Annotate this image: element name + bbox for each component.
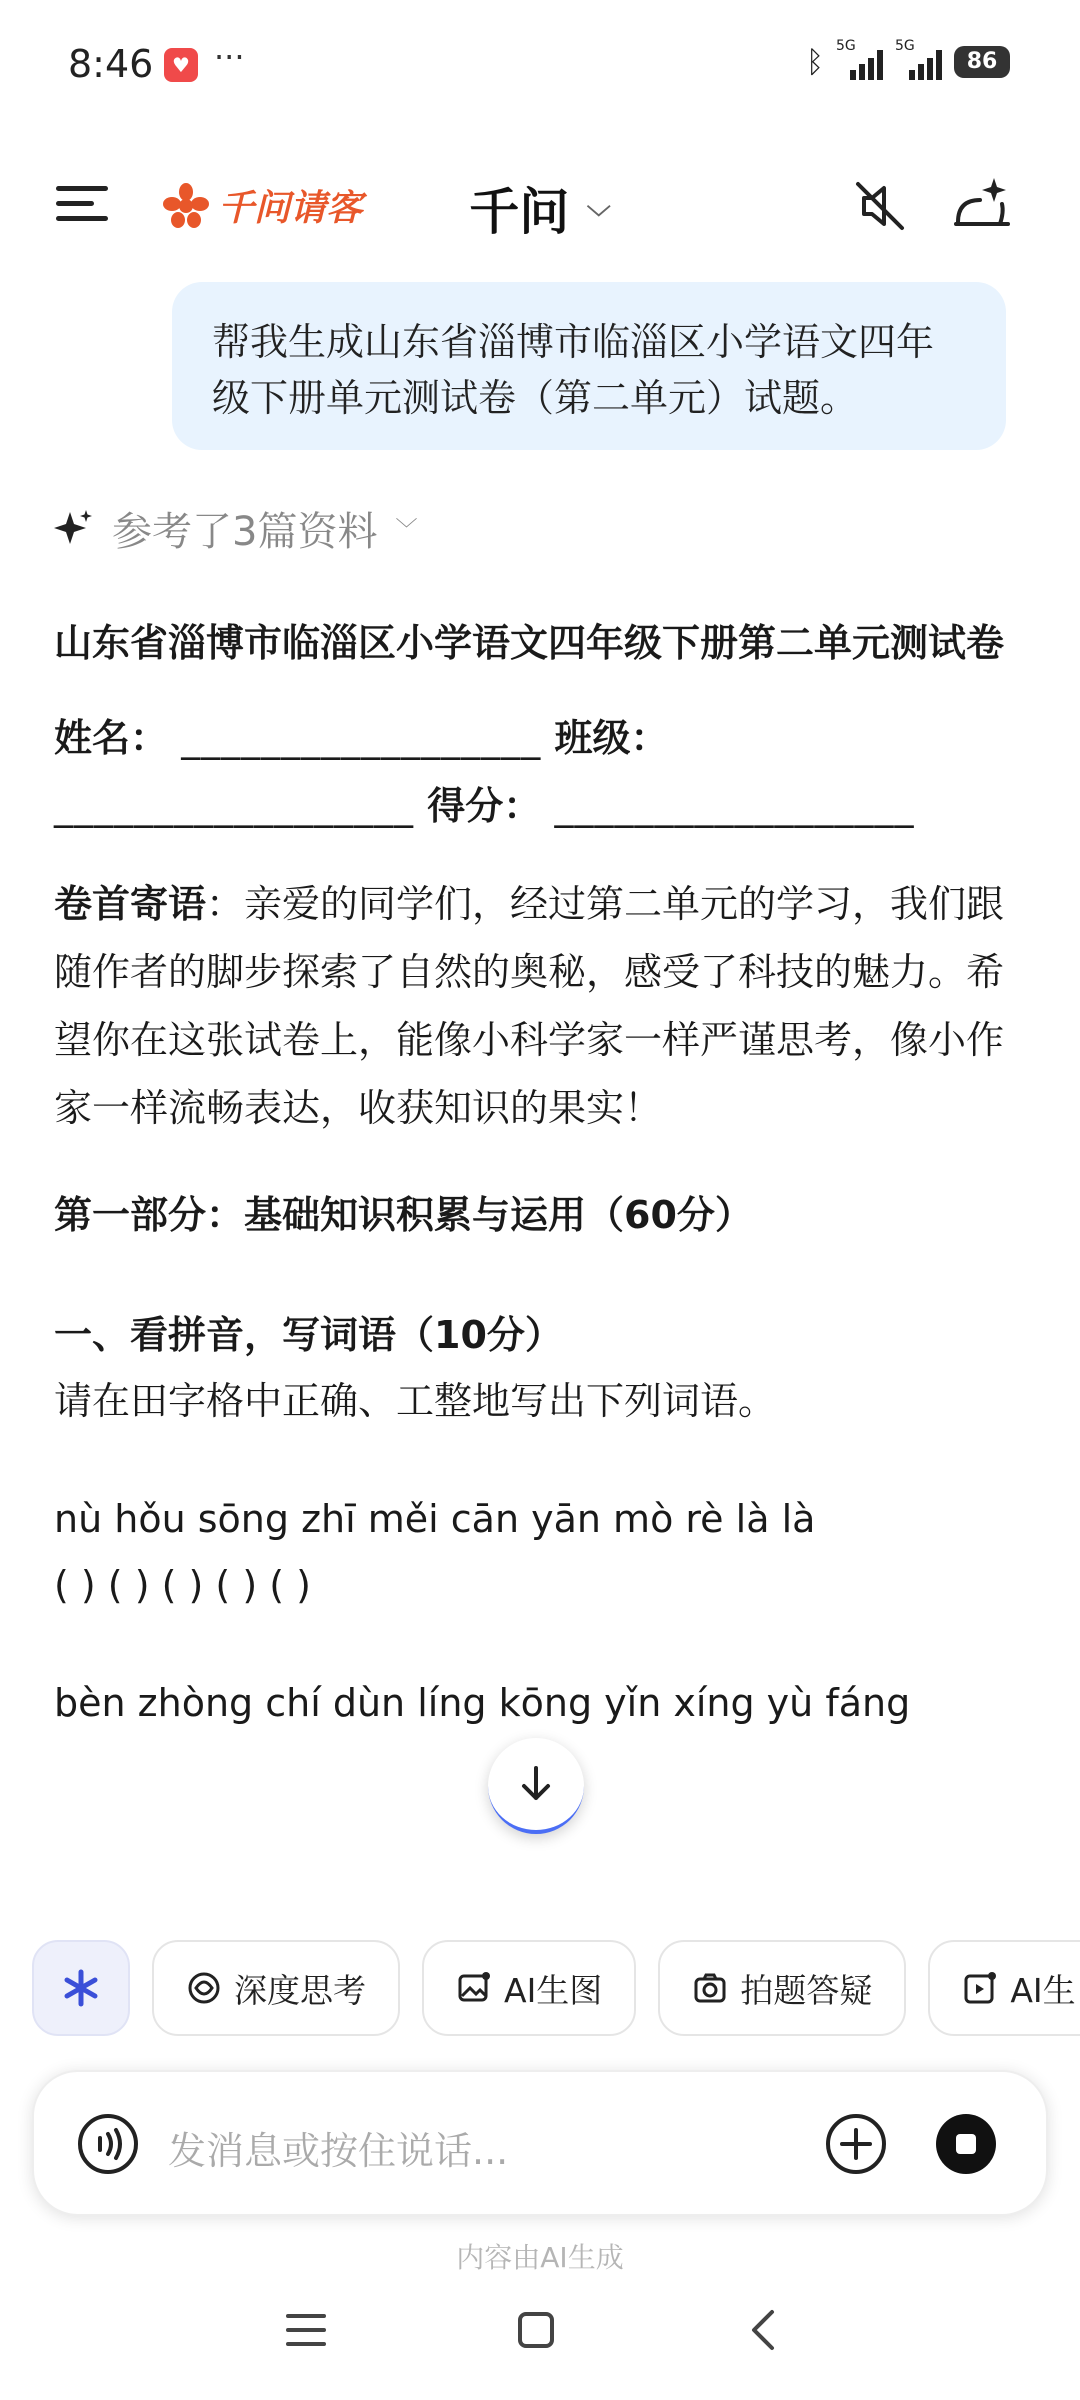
class-label: 班级：: [554, 716, 669, 760]
speaker-mute-icon[interactable]: [850, 176, 910, 236]
camera-icon: [692, 1970, 728, 2006]
scroll-to-bottom-button[interactable]: [488, 1738, 584, 1834]
deep-think-button[interactable]: [152, 1940, 400, 2036]
chip-label: AI生图: [504, 1970, 603, 2010]
chevron-down-icon: ﹀: [395, 518, 418, 543]
user-message-bubble: 帮我生成山东省淄博市临淄区小学语文四年级下册单元测试卷（第二单元）试题。: [172, 282, 1006, 450]
signal-label: 5G: [836, 38, 856, 54]
sparkle-icon: [52, 508, 94, 550]
chip-label: 拍题答疑: [740, 1970, 873, 2010]
signal-label: 5G: [895, 38, 915, 54]
question1-title: 一、看拼音，写词语（10分）: [54, 1313, 563, 1357]
response-content: [54, 610, 1024, 1736]
foreword-text: ：亲爱的同学们，经过第二单元的学习，我们跟随作者的脚步探索了自然的奥秘，感受了科技的魅力。希望你在这张试卷上，能像小科学家一样严谨思考，像小作家一样流畅表达，收获知识的果实！: [54, 882, 1005, 1130]
ai-edit-button[interactable]: [928, 1940, 1080, 2036]
signal-icon: [895, 38, 942, 80]
score-blank: __________________: [554, 784, 915, 828]
message-input-bar: [32, 2070, 1048, 2216]
recent-apps-icon[interactable]: [286, 2314, 326, 2356]
references-label: 参考了3篇资料: [112, 509, 378, 555]
photo-question-button[interactable]: [658, 1940, 906, 2036]
chip-label: AI生: [1010, 1970, 1076, 2010]
references-toggle[interactable]: [52, 500, 417, 557]
home-icon[interactable]: [518, 2312, 554, 2348]
chip-label: 深度思考: [234, 1970, 366, 2010]
status-indicators: [806, 38, 1010, 80]
voice-input-icon[interactable]: [76, 2112, 140, 2176]
ai-edit-icon: [962, 1970, 998, 2006]
name-blank: __________________: [181, 716, 542, 760]
battery-icon: 86: [954, 46, 1010, 78]
class-blank: __________________: [54, 784, 414, 828]
foreword-label: 卷首寄语: [54, 882, 207, 926]
content-fade: [0, 1840, 1080, 1920]
ai-image-button[interactable]: [422, 1940, 636, 2036]
question1-instruction: 请在田字格中正确、工整地写出下列词语。: [54, 1379, 777, 1423]
pinyin-line: bèn zhòng chí dùn líng kōng yǐn xíng yù fáng: [54, 1681, 911, 1725]
status-bar: [0, 0, 1080, 130]
back-icon[interactable]: [748, 2308, 778, 2352]
ai-disclaimer: 内容由AI生成: [456, 2241, 624, 2274]
quick-ai-button[interactable]: [32, 1940, 130, 2036]
model-selector[interactable]: [0, 172, 1080, 244]
app-header: [0, 150, 1080, 260]
exam-title: 山东省淄博市临淄区小学语文四年级下册第二单元测试卷: [54, 621, 1005, 665]
quick-action-chips: [32, 1940, 1080, 2036]
pinyin-line: nù hǒu sōng zhī měi cān yān mò rè là là: [54, 1497, 816, 1541]
student-info-fields: [54, 704, 1024, 840]
brand-text: 千问请客: [218, 188, 363, 229]
bluetooth-icon: ᛒ: [806, 44, 824, 80]
signal-icon: [836, 38, 883, 80]
app-notification-icon: ♥: [164, 48, 198, 82]
asterisk-sparkle-icon: [59, 1966, 103, 2010]
deep-think-icon: [186, 1970, 222, 2006]
plus-icon[interactable]: [824, 2112, 888, 2176]
foreword-paragraph: [54, 870, 1024, 1142]
header-title: 千问: [469, 183, 570, 241]
more-notifications-icon: ···: [214, 38, 245, 76]
message-input[interactable]: 发消息或按住说话...: [168, 2129, 509, 2173]
stop-generation-icon[interactable]: [934, 2112, 998, 2176]
score-label: 得分：: [427, 784, 542, 828]
new-chat-icon[interactable]: [950, 172, 1014, 236]
chevron-down-icon: ﹀: [586, 204, 611, 232]
image-gen-icon: [456, 1970, 492, 2006]
system-nav-bar: [0, 2290, 1080, 2400]
status-time: 8:46: [68, 42, 154, 86]
arrow-down-icon: [516, 1764, 556, 1804]
name-label: 姓名：: [54, 716, 169, 760]
answer-brackets: ( ) ( ) ( ) ( ) ( ): [54, 1563, 311, 1607]
part1-heading: 第一部分：基础知识积累与运用（60分）: [54, 1193, 753, 1237]
